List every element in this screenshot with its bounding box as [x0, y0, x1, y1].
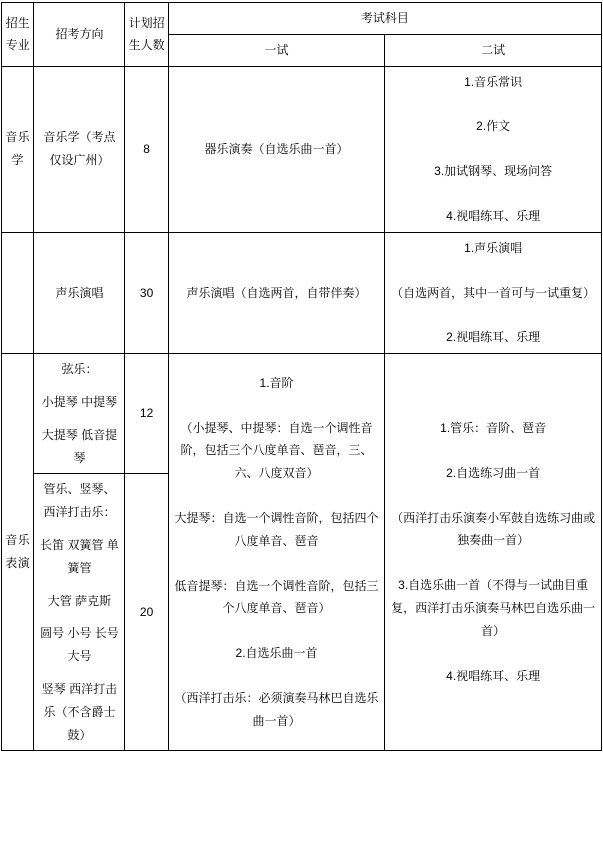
second-exam-line: 1.声乐演唱: [464, 240, 523, 255]
cell-first-exam-vocal: [168, 232, 385, 353]
header-second-exam: 二试: [385, 34, 602, 66]
cell-direction-strings: [34, 354, 125, 474]
direction-line: 管乐、竖琴、西洋打击乐：: [43, 482, 116, 520]
first-exam-line: 2.自选乐曲一首: [235, 646, 318, 661]
first-exam-line: （西洋打击乐：必须演奏马林巴自选乐曲一首）: [174, 691, 379, 728]
first-exam-line: （小提琴、中提琴：自选一个调性音阶，包括三个八度单音、琶音，三、六、八度双音）: [180, 420, 373, 481]
cell-direction-musicology: 音乐学（考点仅设广州）: [34, 66, 125, 232]
first-exam-line: 声乐演唱（自选两首，自带伴奏）: [186, 285, 367, 300]
header-plan: 计划招生人数: [125, 3, 168, 67]
cell-major-blank: [2, 232, 34, 353]
cell-first-exam-musicology: [168, 66, 385, 232]
header-major: 招生专业: [2, 3, 34, 67]
table-row: [2, 66, 602, 232]
second-exam-line: 4.视唱练耳、乐理: [446, 668, 541, 683]
cell-plan-vocal: 30: [125, 232, 168, 353]
direction-line: 大提琴 低音提琴: [41, 427, 118, 465]
direction-line: 小提琴 中提琴: [41, 394, 118, 409]
header-first-exam: 一试: [168, 34, 385, 66]
first-exam-line: 器乐演奏（自选乐曲一首）: [204, 141, 349, 156]
second-exam-line: 2.自选练习曲一首: [446, 465, 541, 480]
cell-plan-strings: 12: [125, 354, 168, 474]
second-exam-line: 3.自选乐曲一首（不得与一试曲目重复，西洋打击乐演奏马林巴自选乐曲一首）: [391, 578, 596, 638]
second-exam-line: 2.视唱练耳、乐理: [446, 330, 541, 345]
direction-line: 大管 萨克斯: [47, 593, 112, 608]
cell-major-music-performance: 音乐表演: [2, 354, 34, 751]
second-exam-line: （西洋打击乐演奏小军鼓自选练习曲或独奏曲一首）: [391, 510, 596, 548]
second-exam-line: 1.音乐常识: [464, 74, 523, 89]
header-subjects: 考试科目: [168, 3, 601, 35]
first-exam-line: 1.音阶: [259, 375, 294, 390]
header-direction: 招考方向: [34, 3, 125, 67]
direction-line: 竖琴 西洋打击乐（不含爵士鼓）: [41, 681, 118, 742]
cell-major-musicology: 音乐学: [2, 66, 34, 232]
second-exam-line: 1.管乐：音阶、琶音: [440, 421, 547, 436]
cell-plan-winds: 20: [125, 474, 168, 751]
first-exam-line: 低音提琴：自选一个调性音阶，包括三个八度单音、琶音）: [174, 578, 379, 616]
table-row: [2, 232, 602, 353]
direction-line: 圆号 小号 长号 大号: [40, 626, 119, 664]
table-header-row-1: [2, 3, 602, 35]
direction-line: 长笛 双簧管 单簧管: [40, 537, 119, 575]
second-exam-line: 4.视唱练耳、乐理: [446, 208, 541, 223]
second-exam-line: （自选两首，其中一首可与一试重复）: [391, 285, 596, 300]
cell-second-exam-vocal: [385, 232, 602, 353]
cell-second-exam-music-performance: [385, 354, 602, 751]
cell-first-exam-music-performance: [168, 354, 385, 751]
cell-plan-musicology: 8: [125, 66, 168, 232]
first-exam-line: 大提琴：自选一个调性音阶，包括四个八度单音、琶音: [174, 511, 379, 548]
cell-second-exam-musicology: [385, 66, 602, 232]
direction-line: 弦乐：: [61, 362, 98, 377]
second-exam-line: 3.加试钢琴、现场问答: [434, 164, 553, 179]
second-exam-line: 2.作文: [476, 119, 511, 134]
cell-direction-winds: [34, 474, 125, 751]
cell-direction-vocal: 声乐演唱: [34, 232, 125, 353]
admission-exam-table: [1, 2, 602, 751]
table-row: [2, 354, 602, 474]
